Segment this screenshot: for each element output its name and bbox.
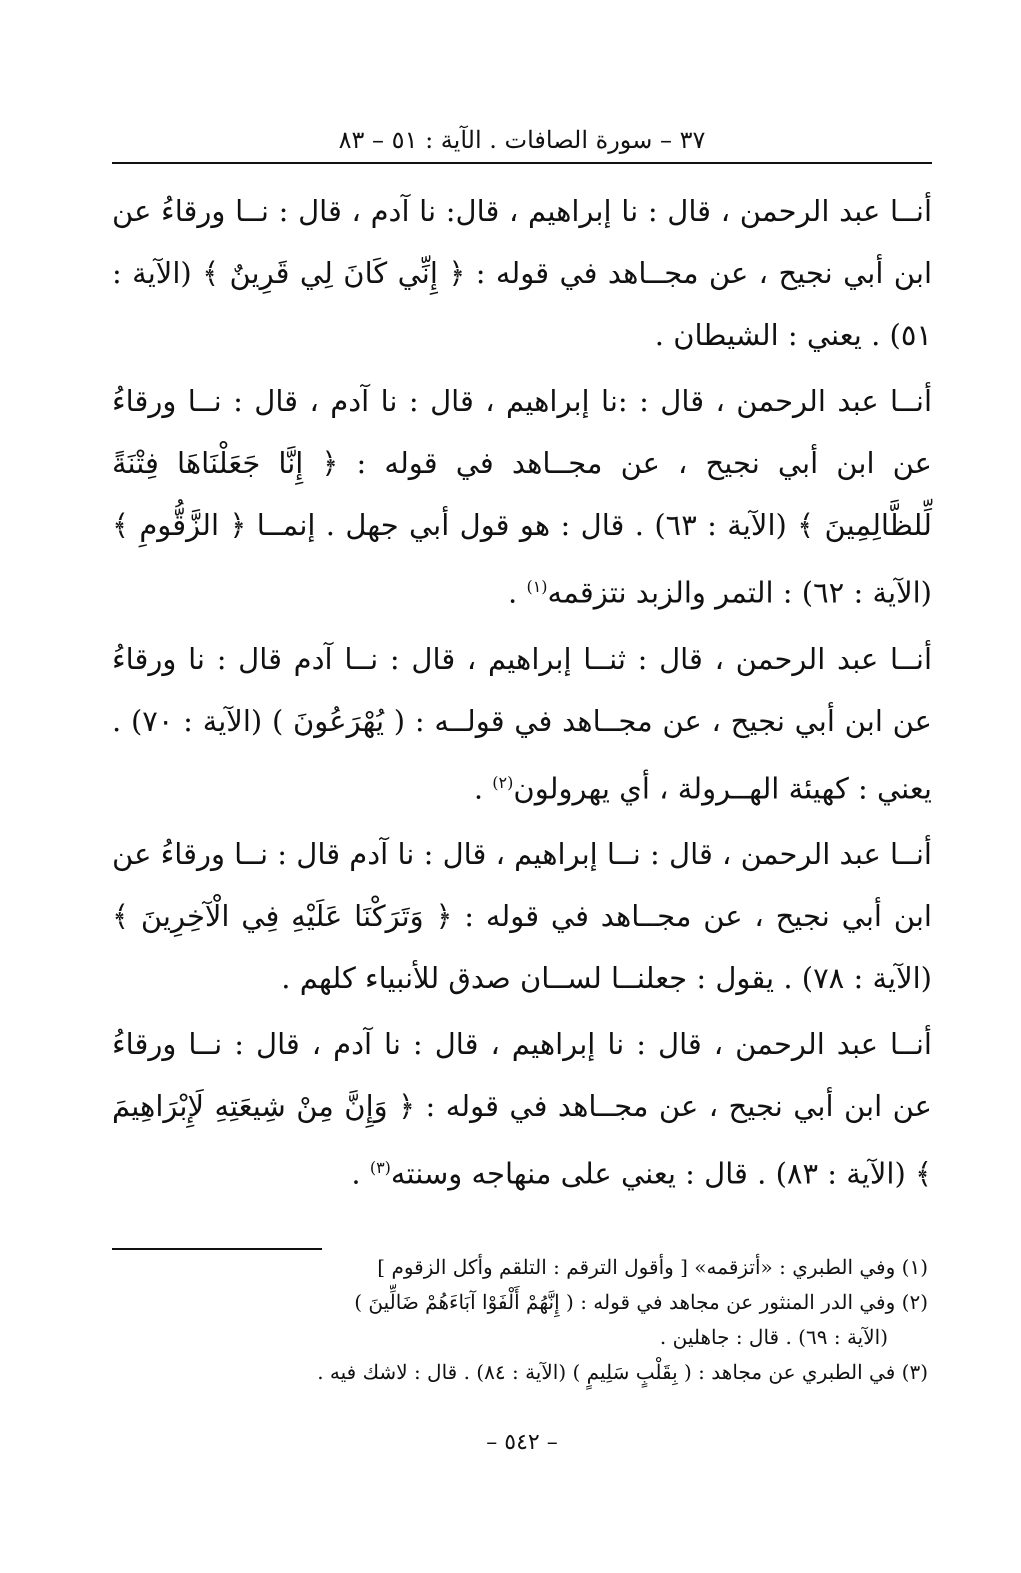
footnote-2-continued: (الآية : ٦٩) . قال : جاهلين . xyxy=(659,1325,888,1349)
header-rule xyxy=(112,162,932,164)
paragraph-4-text: أنــا عبد الرحمن ، قال : نــا إبراهيم ، قال : نا آدم قال : نــا ورقاءُ عن ابن أبي نجيح ، عن مجــاهد في قوله : ﴿ وَتَرَكْنَا عَلَيْهِ فِي الْآخِرِينَ ﴾ (الآية : ٧٨) . يقول : جعلنــا لســان صدق للأنبياء كلهم . xyxy=(112,837,932,996)
footnote-ref-2: (٢) xyxy=(492,772,514,792)
paragraph-2-text: أنــا عبد الرحمن ، قال : :نا إبراهيم ، قال : نا آدم ، قال : نــا ورقاءُ عن ابن أبي نجيح ، عن مجــاهد في قوله : ﴿ إِنَّا جَعَلْنَاهَا فِتْنَةً لِّلظَّالِمِينَ ﴾ (الآية : ٦٣) . قال : هو قول أبي جهل . إنمــا ﴿ الزَّقُّومِ ﴾ (الآية : ٦٢) : التمر والزبد نتزقمه xyxy=(112,384,932,610)
paragraph-2: أنــا عبد الرحمن ، قال : :نا إبراهيم ، قال : نا آدم ، قال : نــا ورقاءُ عن ابن أبي نجيح ، عن مجــاهد في قوله : ﴿ إِنَّا جَعَلْنَاهَا فِتْنَةً لِّلظَّالِمِينَ ﴾ (الآية : ٦٣) . قال : هو قول أبي جهل . إنمــا ﴿ الزَّقُّومِ ﴾ (الآية : ٦٢) : التمر والزبد نتزقمه$^{(١)}$ . xyxy=(112,384,932,610)
footnote-3: (٣) في الطبري عن مجاهد : ( بِقَلْبٍ سَلِيمٍ ) (الآية : ٨٤) . قال : لاشك فيه . xyxy=(317,1360,928,1384)
footnote-ref-1: (١) xyxy=(526,577,548,596)
paragraph-5: أنــا عبد الرحمن ، قال : نا إبراهيم ، قال : نا آدم ، قال : نــا ورقاءُ عن ابن أبي نجيح ، عن مجــاهد في قوله : ﴿ وَإِنَّ مِنْ شِيعَتِهِ لَإِبْرَاهِيمَ ﴾ (الآية : ٨٣) . قال : يعني على منهاجه وسنته$^{(٣)}$ . xyxy=(112,1027,932,1191)
footnotes xyxy=(112,1248,932,1390)
paragraph-5-text: أنــا عبد الرحمن ، قال : نا إبراهيم ، قال : نا آدم ، قال : نــا ورقاءُ عن ابن أبي نجيح ، عن مجــاهد في قوله : ﴿ وَإِنَّ مِنْ شِيعَتِهِ لَإِبْرَاهِيمَ ﴾ (الآية : ٨٣) . قال : يعني على منهاجه وسنته xyxy=(112,1027,932,1191)
paragraph-1 xyxy=(112,180,932,366)
paragraph-3: أنــا عبد الرحمن ، قال : ثنــا إبراهيم ، قال : نــا آدم قال : نا ورقاءُ عن ابن أبي نجيح ، عن مجــاهد في قولــه : ( يُهْرَعُونَ ) (الآية : ٧٠) . يعني : كهيئة الهــرولة ، أي يهرولون$^{(٢)}$ . xyxy=(112,641,932,806)
paragraph-3-text: أنــا عبد الرحمن ، قال : ثنــا إبراهيم ، قال : نــا آدم قال : نا ورقاءُ عن ابن أبي نجيح ، عن مجــاهد في قولــه : ( يُهْرَعُونَ ) (الآية : ٧٠) . يعني : كهيئة الهــرولة ، أي يهرولون xyxy=(112,641,932,806)
footnote-2: (٢) وفي الدر المنثور عن مجاهد في قوله : ( إِنَّهُمْ أَلْفَوْا آبَاءَهُمْ ضَالِّينَ ) xyxy=(354,1290,928,1314)
paragraph-1-text: أنــا عبد الرحمن ، قال : نا إبراهيم ، قال: نا آدم ، قال : نــا ورقاءُ عن ابن أبي نجيح ، عن مجــاهد في قوله : ﴿ إِنِّي كَانَ لِي قَرِينٌ ﴾ (الآية : ٥١) . يعني : الشيطان . xyxy=(112,194,932,352)
footnote-1: (١) وفي الطبري : «أتزقمه» [ وأقول الترقم : التلقم وأكل الزقوم ] xyxy=(377,1255,928,1279)
book-page xyxy=(112,118,932,1538)
running-header: ٣٧ – سورة الصافات . الآية : ٥١ – ٨٣ xyxy=(338,126,706,154)
paragraph-4 xyxy=(112,823,932,1009)
page-number: – ٥٤٢ – xyxy=(486,1430,558,1455)
main-text xyxy=(112,180,932,1209)
footnote-ref-3: (٣) xyxy=(369,1158,391,1178)
